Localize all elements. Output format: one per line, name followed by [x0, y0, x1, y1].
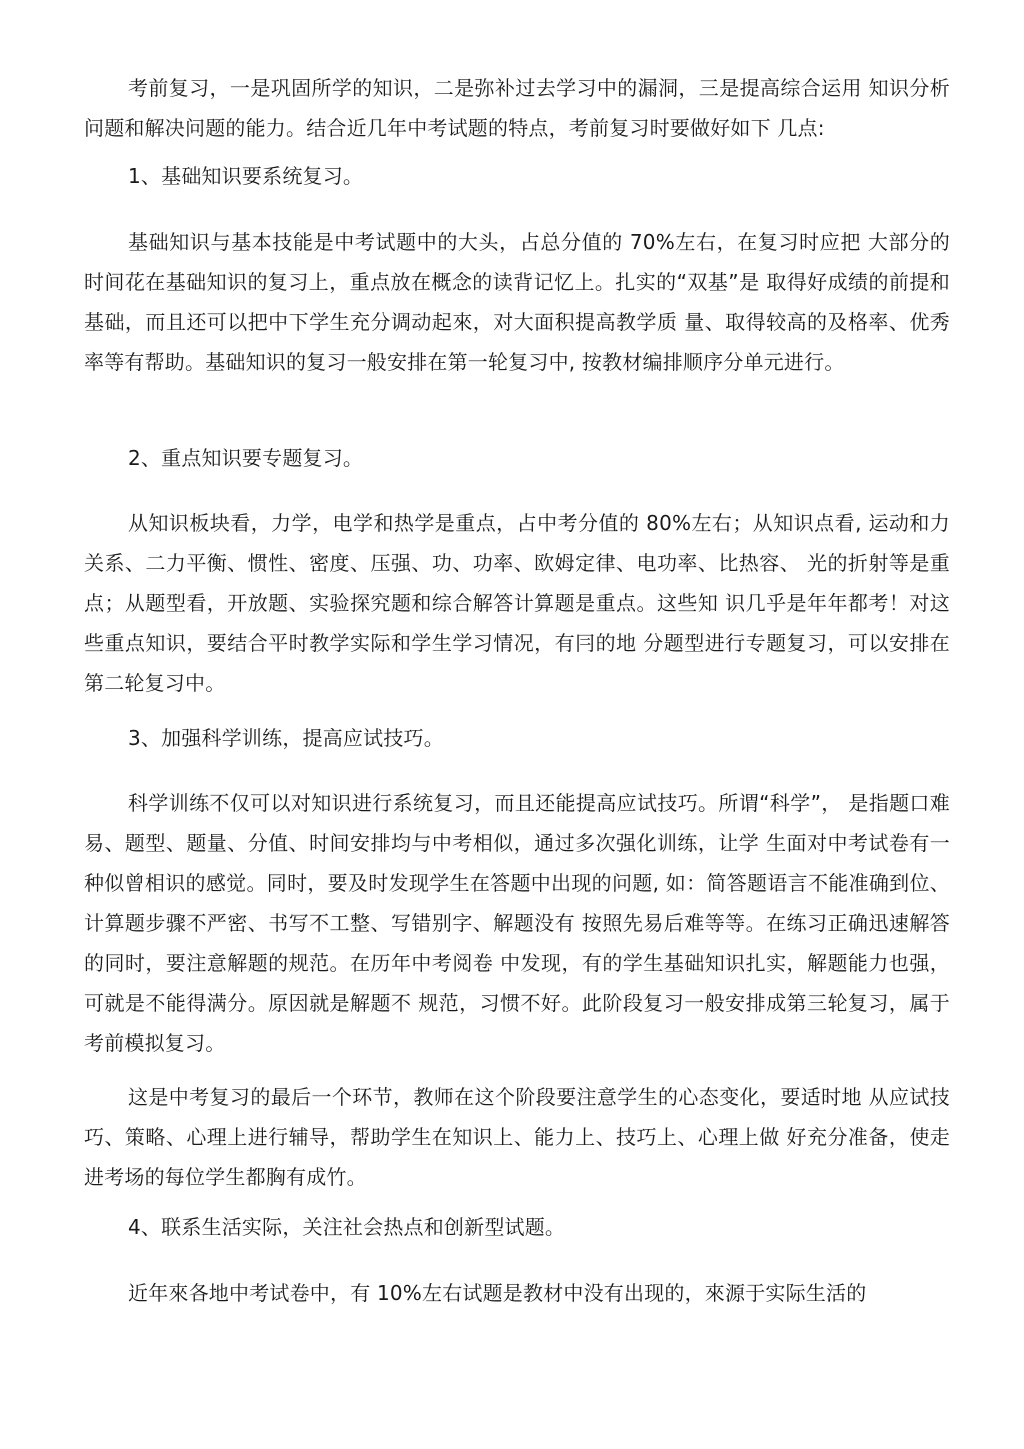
section-body-3: 科学训练不仅可以对知识进行系统复习，而且还能提高应试技巧。所谓“科学”， 是指题口难易、题型、题量、分值、时间安排均与中考相似，通过多次强化训练，让学 生面对中考试卷有一种似曾相识的感觉。同时，要及时发现学生在答题中出现的问题, 如：简答题语言不能准确到位、计算题步骤不严密、书写不工整、写错别字、解题没有 按照先易后难等等。在练习正确迅速解答的同时，要注意解题的规范。在历年中考阅卷 中发现，有的学生基础知识扎实，解题能力也强，可就是不能得满分。原因就是解题不 规范，习惯不好。此阶段复习一般安排成第三轮复习，属于考前模拟复习。	[84, 791, 950, 1055]
section-body-4: 近年來各地中考试卷中，有 10%左右试题是教材中没有出现的，來源于实际生活的	[128, 1281, 867, 1305]
section-heading-4: 4、联系生活实际，关注社会热点和创新型试题。	[128, 1215, 566, 1239]
section-heading-1: 1、基础知识要系统复习。	[128, 164, 364, 188]
section-body-3-continued: 这是中考复习的最后一个环节，教师在这个阶段要注意学生的心态变化，要适时地 从应试技巧、策略、心理上进行辅导，帮助学生在知识上、能力上、技巧上、心理上做 好充分准备，使走进考场的每位学生都胸有成竹。	[84, 1085, 950, 1189]
intro-paragraph: 考前复习，一是巩固所学的知识，二是弥补过去学习中的漏洞，三是提高综合运用 知识分析问题和解决问题的能力。结合近几年中考试题的特点，考前复习时要做好如下 几点:	[84, 76, 950, 140]
section-heading-2: 2、重点知识要专题复习。	[128, 446, 364, 470]
section-body-2: 从知识板块看，力学，电学和热学是重点，占中考分值的 80%左右；从知识点看, 运动和力关系、二力平衡、惯性、密度、压强、功、功率、欧姆定律、电功率、比热容、 光的折射等是重点；从题型看，开放题、实验探究题和综合解答计算题是重点。这些知 识几乎是年年都考！对这些重点知识，要结合平时教学实际和学生学习情况，有冃的地 分题型进行专题复习，可以安排在第二轮复习中。	[84, 511, 950, 695]
section-body-1: 基础知识与基本技能是中考试题中的大头，占总分值的 70%左右，在复习时应把 大部分的时间花在基础知识的复习上，重点放在概念的读背记忆上。扎实的“双基”是 取得好成绩的前提和基础，而且还可以把中下学生充分调动起來，对大面积提高教学质 量、取得较高的及格率、优秀率等有帮助。基础知识的复习一般安排在第一轮复习中, 按教材编排顺序分单元进行。	[84, 230, 950, 374]
section-heading-3: 3、加强科学训练，提高应试技巧。	[128, 726, 444, 750]
